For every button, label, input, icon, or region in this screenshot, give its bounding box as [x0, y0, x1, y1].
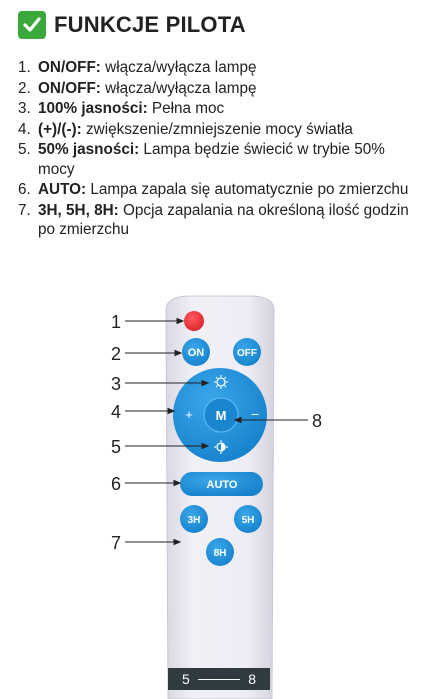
auto-button-label: AUTO	[206, 479, 238, 491]
list-item: 5. 50% jasności: Lampa będzie świecić w trybie 50% mocy	[18, 141, 385, 178]
pager-current: 5	[182, 671, 190, 687]
callout-2: 2	[111, 344, 122, 364]
check-mark-icon	[18, 11, 46, 39]
callout-7: 7	[111, 533, 122, 553]
minus-button-label: −	[250, 406, 260, 422]
on-button-label: ON	[187, 347, 205, 359]
power-button	[184, 311, 204, 331]
off-button-label: OFF	[237, 348, 257, 359]
list-item: 3. 100% jasności: Pełna moc	[18, 100, 225, 117]
remote-photo	[0, 262, 432, 699]
page-title: FUNKCJE PILOTA	[54, 12, 246, 37]
header	[18, 8, 246, 42]
list-item: 2. ON/OFF: włącza/wyłącza lampę	[18, 79, 257, 97]
list-item: 6. AUTO: Lampa zapala się automatycznie po zmierzchu	[18, 181, 409, 198]
feature-list	[18, 58, 418, 241]
callout-3: 3	[111, 374, 122, 394]
image-pager[interactable]	[168, 668, 270, 690]
list-item: 4. (+)/(-): zwiększenie/zmniejszenie mocy światła	[18, 120, 353, 138]
list-item: 7. 3H, 5H, 8H: Opcja zapalania na określoną ilość godzin po zmierzchu	[18, 201, 409, 238]
callout-8: 8	[312, 411, 323, 431]
pager-total: 8	[248, 671, 256, 687]
callout-5: 5	[111, 437, 122, 457]
pager-divider	[198, 679, 240, 680]
timer-3h-label: 3H	[187, 515, 201, 526]
callout-1: 1	[111, 312, 122, 332]
timer-5h-label: 5H	[241, 515, 255, 526]
mode-button-label: M	[215, 408, 227, 423]
callout-6: 6	[111, 474, 122, 494]
timer-8h-label: 8H	[213, 548, 227, 559]
list-item: 1. ON/OFF: włącza/wyłącza lampę	[18, 59, 257, 76]
plus-button-label: +	[185, 407, 193, 422]
callout-4: 4	[111, 402, 122, 422]
